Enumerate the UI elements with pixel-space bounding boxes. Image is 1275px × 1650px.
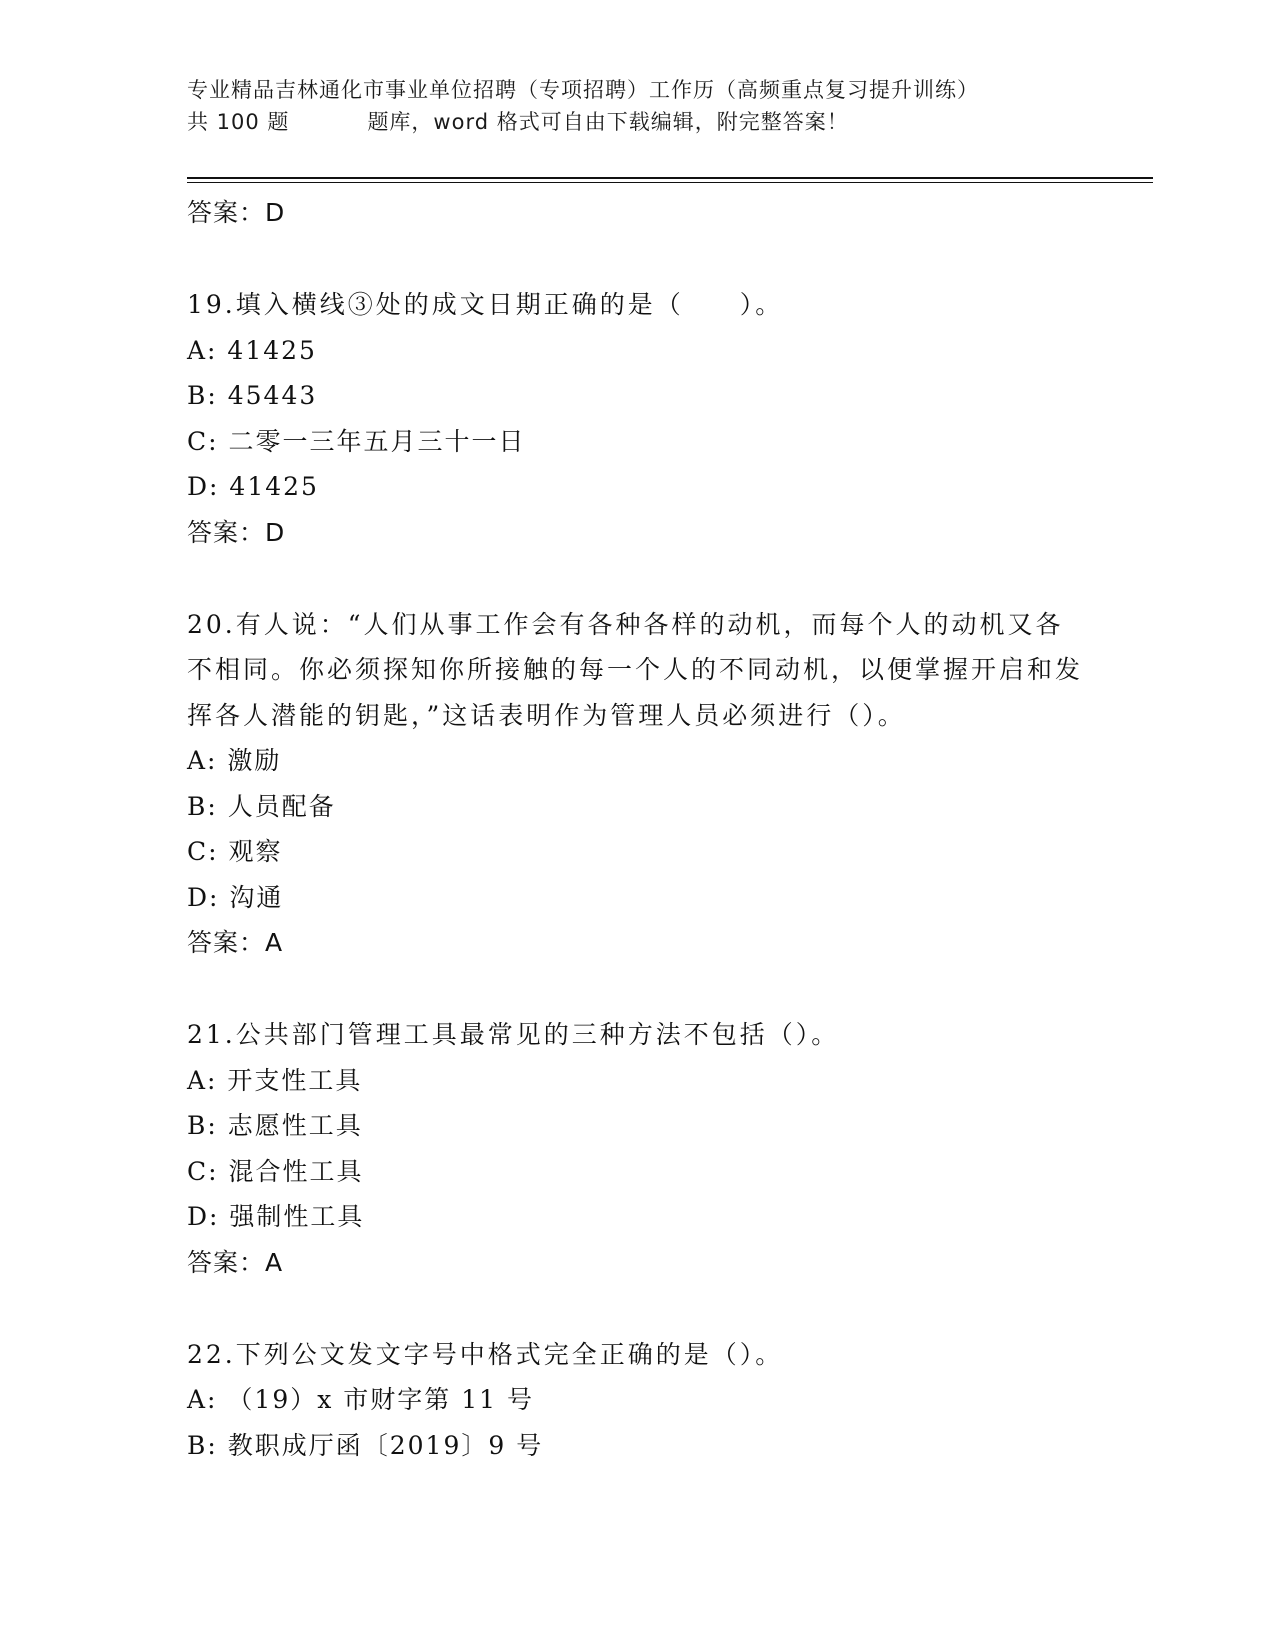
option-b: B: 45443: [187, 381, 318, 410]
answer-line: 答案：A: [187, 1247, 284, 1277]
question-block-21: [187, 1012, 1087, 1286]
option-d: D: 41425: [187, 472, 319, 501]
answer-line: 答案：D: [187, 198, 286, 227]
option-b: B: 人员配备: [187, 791, 336, 821]
header-question-count: 共 100 题: [187, 110, 290, 134]
question-text: 22.下列公文发文字号中格式完全正确的是（）。: [187, 1339, 784, 1369]
option-c: C: 观察: [187, 837, 283, 866]
question-text: 20.有人说：“人们从事工作会有各种各样的动机，而每个人的动机又各不相同。你必须探知你所接触的每一个人的不同动机，以便掌握开启和发挥各人潜能的钥匙，”这话表明作为管理人员必须进行（）。: [187, 609, 1084, 730]
option-d: D: 沟通: [187, 882, 284, 912]
answer-line: 答案：D: [187, 517, 286, 547]
header-subtitle-line: [187, 106, 1087, 138]
question-text: 21.公共部门管理工具最常见的三种方法不包括（）。: [187, 1020, 840, 1049]
question-block-22: [187, 1332, 1087, 1469]
option-a: A: 激励: [187, 746, 282, 775]
option-c: C: 二零一三年五月三十一日: [187, 426, 526, 456]
question-list: [187, 190, 1087, 1468]
option-b: B: 教职成厅函〔2019〕9 号: [187, 1430, 544, 1460]
option-c: C: 混合性工具: [187, 1156, 364, 1186]
option-b: B: 志愿性工具: [187, 1111, 363, 1140]
option-a: A: 41425: [187, 335, 317, 365]
document-header: [187, 74, 1087, 138]
header-title-line: 专业精品吉林通化市事业单位招聘（专项招聘）工作历（高频重点复习提升训练）: [187, 78, 979, 102]
header-description: 题库，word 格式可自由下载编辑，附完整答案！: [367, 110, 849, 134]
option-a: A: （19）x 市财字第 11 号: [187, 1385, 534, 1414]
option-a: A: 开支性工具: [187, 1065, 363, 1095]
question-block-19: [187, 282, 1087, 556]
header-divider-thick: [187, 177, 1153, 179]
answer-line: 答案：A: [187, 928, 284, 957]
question-text: 19.填入横线③处的成文日期正确的是（ ）。: [187, 290, 784, 319]
header-divider-thin: [187, 182, 1153, 183]
option-d: D: 强制性工具: [187, 1202, 365, 1231]
question-block-20: [187, 602, 1087, 967]
